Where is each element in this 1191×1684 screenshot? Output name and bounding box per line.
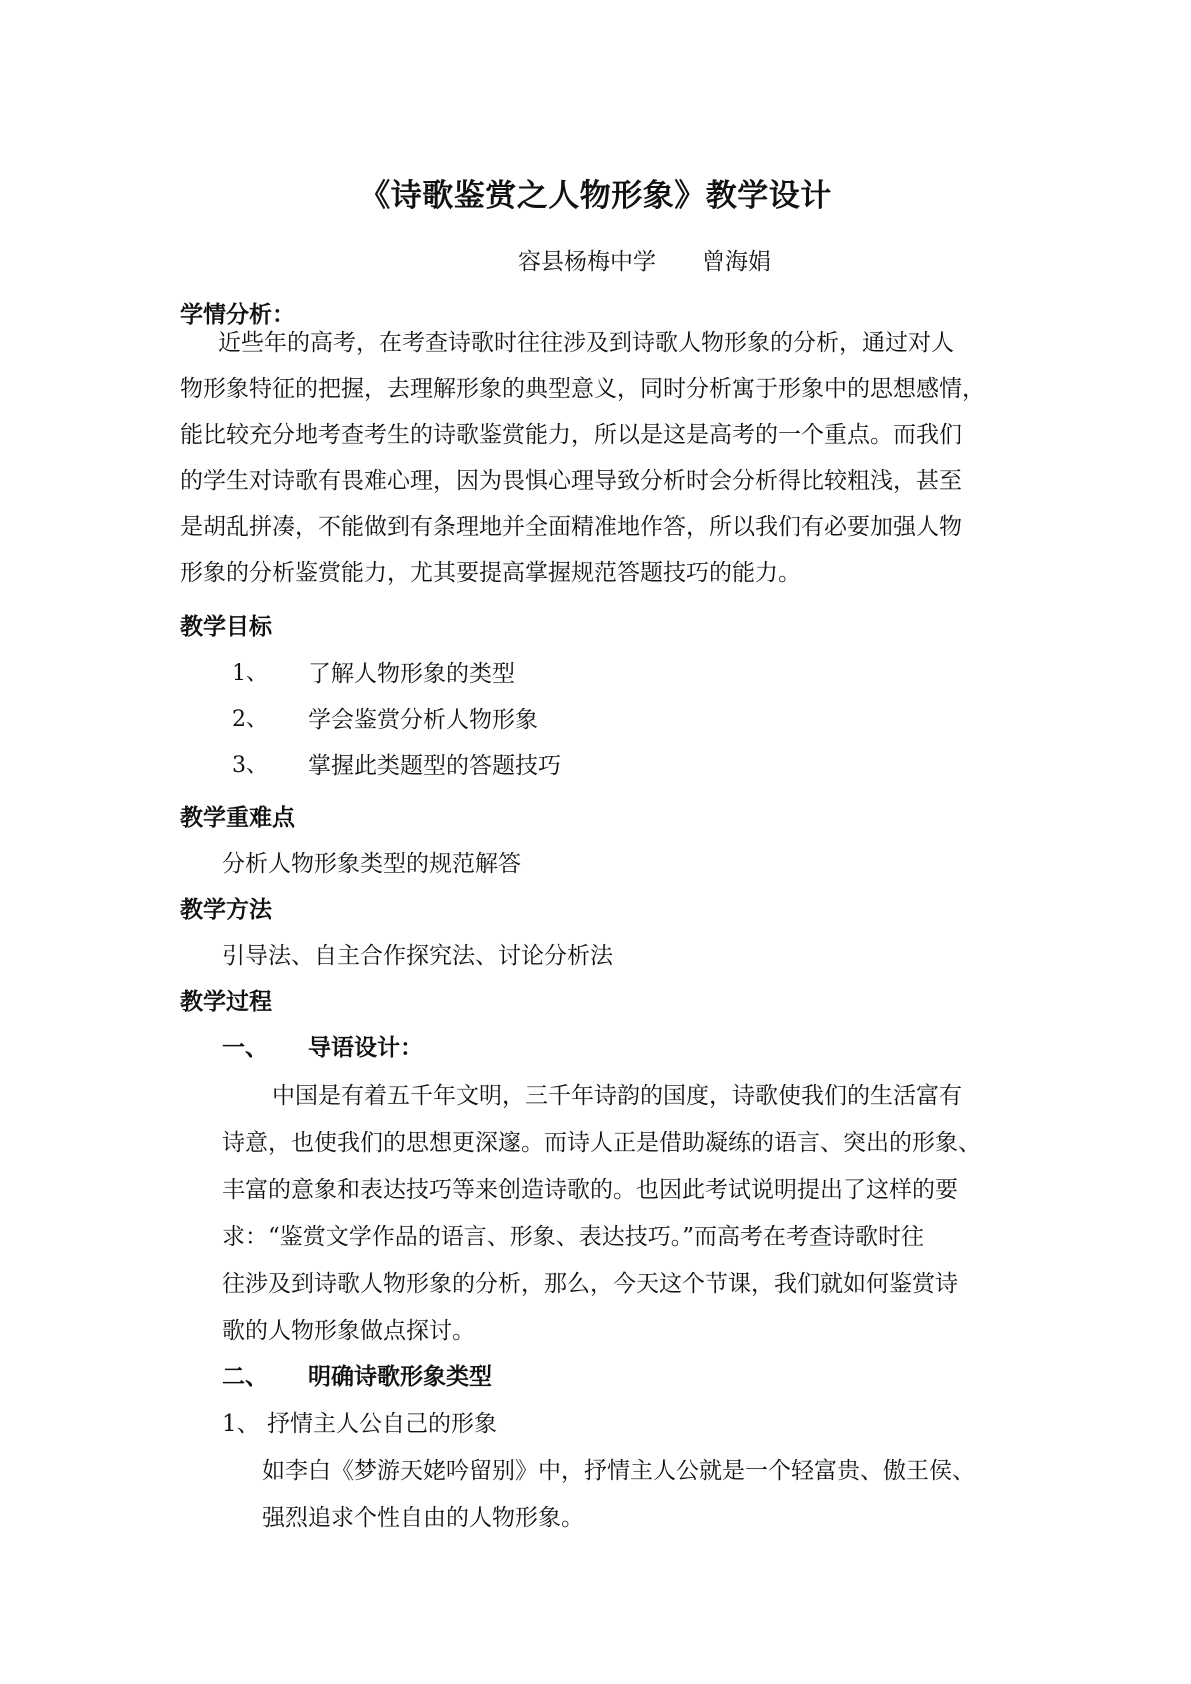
intro-line: 求：“鉴赏文学作品的语言、形象、表达技巧。”而高考在考查诗歌时往 [222,1224,925,1250]
intro-line: 往涉及到诗歌人物形象的分析，那么，今天这个节课，我们就如何鉴赏诗 [222,1271,958,1297]
type-item-label: 1、 抒情主人公自己的形象 [222,1411,497,1437]
goal-text: 了解人物形象的类型 [308,661,515,687]
analysis-line: 的学生对诗歌有畏难心理，因为畏惧心理导致分析时会分析得比较粗浅，甚至 [180,468,962,494]
methods-heading: 教学方法 [180,897,272,923]
methods-text: 引导法、自主合作探究法、讨论分析法 [222,943,613,969]
page-title: 《诗歌鉴赏之人物形象》教学设计 [359,178,832,214]
goal-number: 2、 [232,707,268,732]
intro-line: 中国是有着五千年文明，三千年诗韵的国度，诗歌使我们的生活富有 [272,1083,962,1109]
process-heading: 教学过程 [180,989,272,1015]
type-item-line: 如李白《梦游天姥吟留别》中，抒情主人公就是一个轻富贵、傲王侯、 [262,1458,975,1484]
goal-text: 学会鉴赏分析人物形象 [308,707,538,733]
section-number: 一、 [222,1035,268,1061]
analysis-line: 近些年的高考，在考查诗歌时往往涉及到诗歌人物形象的分析，通过对人 [218,330,954,356]
key-points-heading: 教学重难点 [180,805,295,831]
analysis-line: 物形象特征的把握，去理解形象的典型意义，同时分析寓于形象中的思想感情， [180,376,985,402]
section-title: 明确诗歌形象类型 [308,1364,492,1390]
analysis-line: 是胡乱拼凑，不能做到有条理地并全面精准地作答，所以我们有必要加强人物 [180,514,962,540]
section-title: 导语设计： [308,1035,423,1061]
analysis-line: 能比较充分地考查考生的诗歌鉴赏能力，所以是这是高考的一个重点。而我们 [180,422,962,448]
goal-number: 1、 [232,661,268,686]
goal-text: 掌握此类题型的答题技巧 [308,753,561,779]
intro-line: 歌的人物形象做点探讨。 [222,1318,475,1344]
key-points-text: 分析人物形象类型的规范解答 [222,851,521,877]
author-line: 容县杨梅中学 曾海娟 [518,249,771,275]
goals-heading: 教学目标 [180,614,272,640]
type-item-line: 强烈追求个性自由的人物形象。 [262,1505,584,1531]
intro-line: 丰富的意象和表达技巧等来创造诗歌的。也因此考试说明提出了这样的要 [222,1177,958,1203]
analysis-heading: 学情分析： [180,302,295,328]
section-number: 二、 [222,1364,268,1390]
intro-line: 诗意，也使我们的思想更深邃。而诗人正是借助凝练的语言、突出的形象、 [222,1130,981,1156]
goal-number: 3、 [232,753,268,778]
analysis-line: 形象的分析鉴赏能力，尤其要提高掌握规范答题技巧的能力。 [180,560,801,586]
